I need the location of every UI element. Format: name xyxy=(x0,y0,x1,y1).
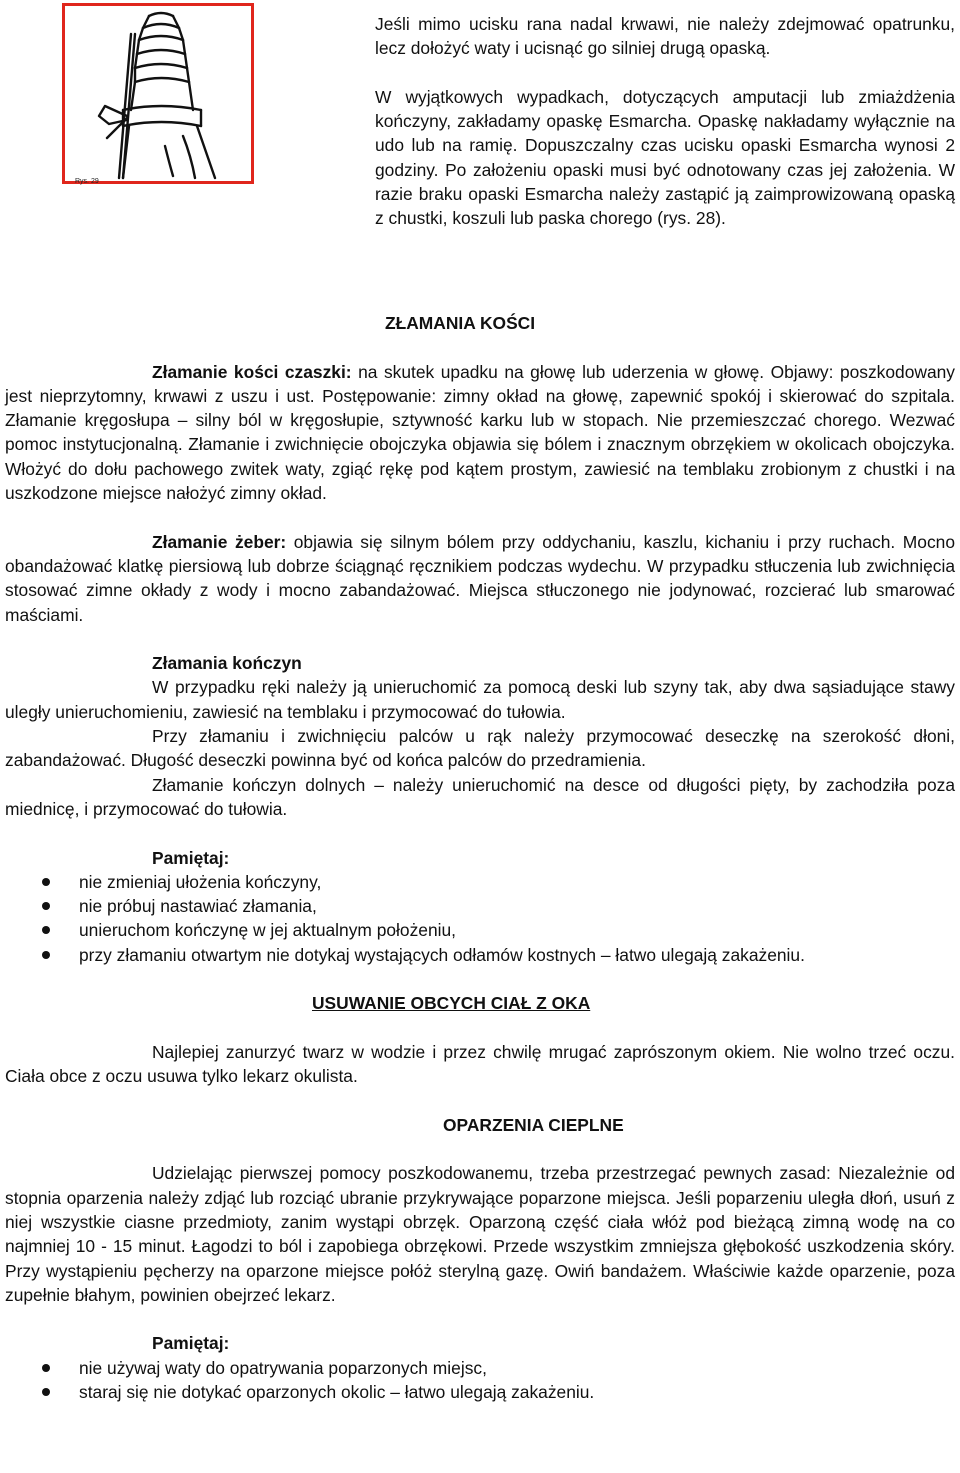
limbs-paragraph: W przypadku ręki należy ją unieruchomić za pomocą deski lub szyny tak, aby dwa sąsiadujące stawy uległy unieruchomieniu, zawiesić na temblaku i przymocować do tułowia. xyxy=(5,677,955,722)
skull-paragraph xyxy=(5,360,955,506)
list-item: staraj się nie dotykać oparzonych okolic – łatwo ulegają zakażeniu. xyxy=(5,1380,955,1404)
limbs-heading: Złamania kończyn xyxy=(152,653,302,674)
skull-label: Złamanie kości czaszki: xyxy=(152,361,352,382)
intro-paragraph: Jeśli mimo ucisku rana nadal krwawi, nie należy zdejmować opatrunku, lecz dołożyć waty i ucisnąć go silniej drugą opaską. xyxy=(375,14,955,59)
limbs-paragraph: Złamanie kończyn dolnych – należy unieruchomić na desce od długości pięty, by zachodziła poza miednicę, i przymocować do tułowia. xyxy=(5,774,955,819)
list-item: nie używaj waty do opatrywania poparzonych miejsc, xyxy=(5,1356,955,1380)
figure-label: Rys. 29 xyxy=(75,178,99,185)
tourniquet-illustration xyxy=(65,6,251,181)
list-item: unieruchom kończynę w jej aktualnym położeniu, xyxy=(5,918,955,942)
ribs-paragraph xyxy=(5,530,955,627)
skull-text: na skutek upadku na głowę lub uderzenia w głowę. Objawy: poszkodowany jest nieprzytomny, krwawi z uszu i ust. Postępowanie: zimny okład na głowę, zapewnić spokój i skierować do szpitala. Złamanie kręgosłupa – silny ból w kręgosłupie, sztywność karku lub w stopach. Nie przemieszczać chorego. Wezwać pomoc instytucjonalną. Złamanie i zwichnięcie obojczyka objawia się bólem i znacznym obrzękiem w okolicach obojczyka. Włożyć do dołu pachowego zwitek waty, zgiąć rękę pod kątem prostym, zawiesić na temblaku zrobionym z chustki i na uszkodzone miejsce nałożyć zimny okład. xyxy=(5,361,955,504)
burns-paragraph: Udzielając pierwszej pomocy poszkodowanemu, trzeba przestrzegać pewnych zasad: Niezależnie od stopnia oparzenia należy zdjąć lub rozciąć ubranie przykrywające poparzone miejsca. Jeśli poparzeniu uległa dłoń, usuń z niej wszystkie ciasne przedmioty, zanim wystąpi obrzęk. Oparzoną część ciała włóż pod bieżącą zimną wodę na co najmniej 10 - 15 minut. Łagodzi to ból i zapobiega obrzękowi. Przede wszystkim zmniejsza głębokość uszkodzenia skóry. Przy wystąpieniu pęcherzy na oparzone miejsce połóż sterylną gazę. Owiń bandażem. Właściwie każde oparzenie, poza zupełnie błahym, powinien obejrzeć lekarz. xyxy=(5,1163,955,1305)
intro-paragraph: W wyjątkowych wypadkach, dotyczących amputacji lub zmiażdżenia kończyny, zakładamy opaskę Esmarcha. Opaskę nakładamy wyłącznie na udo lub na ramię. Dopuszczalny czas ucisku opaski Esmarcha wynosi 2 godziny. Po założeniu opaski musi być odnotowany czas jej założenia. W razie braku opaski Esmarcha należy zastąpić ją zaimprowizowaną opaską z chustki, koszuli lub paska chorego (rys. 28). xyxy=(375,86,955,229)
burns-heading: OPARZENIA CIEPLNE xyxy=(443,1114,624,1135)
eye-paragraph: Najlepiej zanurzyć twarz w wodzie i przez chwilę mrugać zaprószonym okiem. Nie wolno trzeć oczu. Ciała obce z oczu usuwa tylko lekarz okulista. xyxy=(5,1041,955,1087)
list-item: nie zmieniaj ułożenia kończyny, xyxy=(5,870,955,894)
burns-remember-list xyxy=(5,1356,955,1405)
ribs-label: Złamanie żeber: xyxy=(152,531,287,552)
intro-text xyxy=(375,12,955,231)
fractures-heading: ZŁAMANIA KOŚCI xyxy=(385,313,536,333)
main-content xyxy=(5,311,955,1404)
list-item: przy złamaniu otwartym nie dotykaj wystających odłamów kostnych – łatwo ulegają zakażeniu. xyxy=(5,943,955,967)
list-item: nie próbuj nastawiać złamania, xyxy=(5,894,955,918)
eye-heading: USUWANIE OBCYCH CIAŁ Z OKA xyxy=(312,993,591,1014)
burns-remember-label: Pamiętaj: xyxy=(152,1333,230,1354)
ribs-text: objawia się silnym bólem przy oddychaniu, kaszlu, kichaniu i przy ruchach. Mocno obandażować klatkę piersiową lub dobrze ściągnąć ręcznikiem podczas wydechu. W przypadku stłuczenia lub zwichnięcia stosować zimne okłady z wody i mocno zabandażować. Miejsca stłuczonego nie jodynować, rozcierać lub smarować maściami. xyxy=(5,531,956,625)
tourniquet-figure xyxy=(62,3,254,184)
remember-list xyxy=(5,870,955,967)
remember-label: Pamiętaj: xyxy=(152,847,230,868)
limbs-paragraph: Przy złamaniu i zwichnięciu palców u rąk należy przymocować deseczkę na szerokość dłoni, zabandażować. Długość deseczki powinna być od końca palców do przedramienia. xyxy=(5,726,955,771)
